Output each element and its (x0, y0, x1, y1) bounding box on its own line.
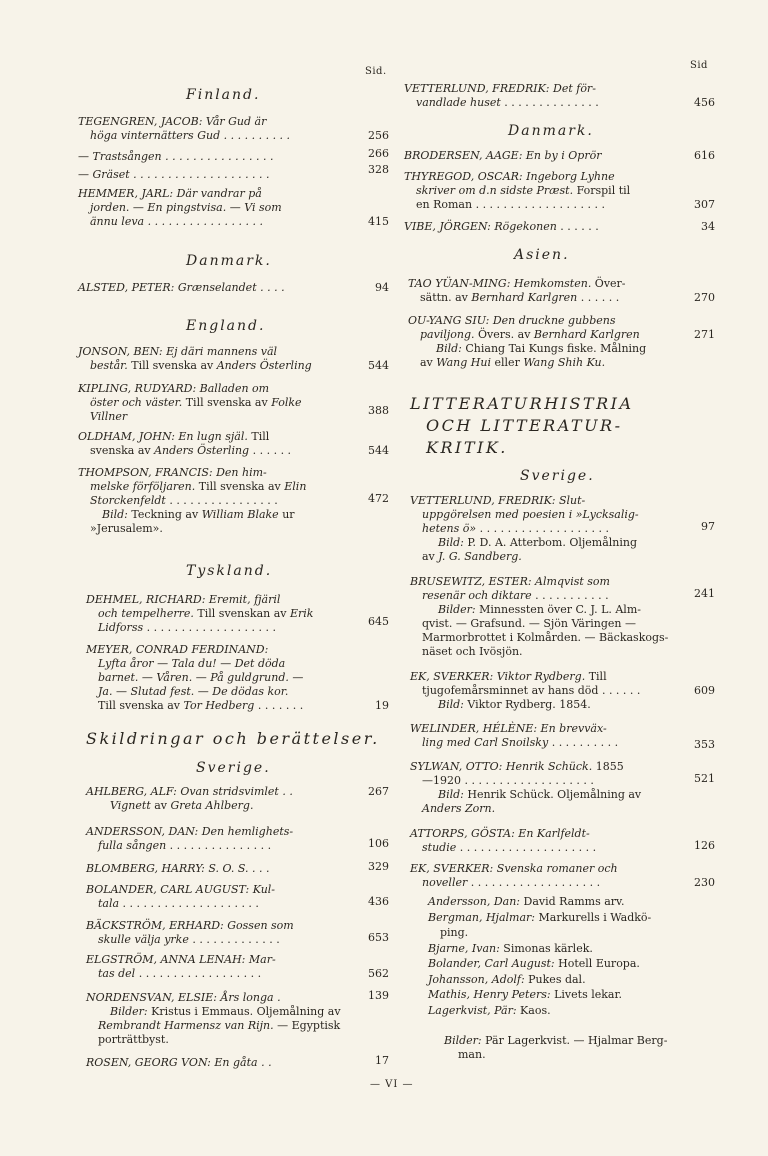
section-england: England. (186, 318, 266, 334)
toc-entry: VETTERLUND, FREDRIK: Slut- uppgörelsen med poesien i »Lycksalig- hetens ö» . . . . . . . . . . . . . . . . . . . Bild: P. D. A. Atterbom. Oljemålning av J. G. Sandberg. 97 (410, 494, 715, 563)
toc-entry: — Gräset . . . . . . . . . . . . . . . . . . . . 328 (78, 163, 389, 181)
toc-entry: THYREGOD, OSCAR: Ingeborg Lyhne skriver om d.n sidste Præst. Forspil til en Roman . . . . . . . . . . . . . . . . . . . 307 (404, 170, 715, 211)
page-number: 472 (368, 492, 389, 505)
illustrations-note: Bilder: Pär Lagerkvist. — Hjalmar Berg- man. (444, 1034, 668, 1061)
page-number: 388 (368, 404, 389, 417)
toc-entry: BRODERSEN, AAGE: En by i Oprör 616 (404, 149, 715, 162)
list-item: Andersson, Dan: David Ramms arv. (428, 895, 625, 908)
toc-entry: BLOMBERG, HARRY: S. O. S. . . . 329 (86, 860, 389, 875)
page-number: 307 (694, 198, 715, 211)
page-number: 256 (368, 129, 389, 142)
toc-entry: TEGENGREN, JACOB: Vår Gud är höga vinternätters Gud . . . . . . . . . . 256 (78, 115, 389, 142)
toc-entry: MEYER, CONRAD FERDINAND: Lyfta åror — Tala du! — Det döda barnet. — Våren. — På guldgrund. — Ja. — Slutad fest. — De dödas kor. Till svenska av Tor Hedberg . . . . . . . 19 (86, 643, 389, 712)
toc-entry: TAO YÜAN-MING: Hemkomsten. Över- sättn. av Bernhard Karlgren . . . . . . 270 (408, 277, 715, 304)
toc-entry: ANDERSSON, DAN: Den hemlighets- fulla sången . . . . . . . . . . . . . . . 106 (86, 825, 389, 852)
page-number: 562 (368, 967, 389, 980)
heading-line-1: LITTERATURHISTRIA (410, 394, 634, 413)
toc-entry: KIPLING, RUDYARD: Balladen om öster och väster. Till svenska av Folke Villner 388 (78, 382, 389, 423)
list-item: ping. (440, 926, 469, 939)
list-item: Bolander, Carl August: Hotell Europa. (428, 957, 640, 970)
page-number: 17 (375, 1054, 389, 1067)
page-number: 353 (694, 738, 715, 751)
section-finland: Finland. (186, 87, 261, 103)
toc-entry: BÄCKSTRÖM, ERHARD: Gossen som skulle välja yrke . . . . . . . . . . . . . 653 (86, 919, 389, 946)
toc-entry: OLDHAM, JOHN: En lugn själ. Till svenska av Anders Österling . . . . . . 544 (78, 430, 389, 457)
page-number: 544 (368, 359, 389, 372)
section-tyskland: Tyskland. (186, 563, 273, 579)
toc-entry: SYLWAN, OTTO: Henrik Schück. 1855 —1920 . . . . . . . . . . . . . . . . . . . Bild: Henrik Schück. Oljemålning av Anders Zorn. 521 (410, 760, 715, 815)
section-asien: Asien. (514, 247, 570, 263)
heading-line-3: KRITIK. (426, 438, 508, 457)
page-number: 329 (368, 860, 389, 873)
toc-entry: ATTORPS, GÖSTA: En Karlfeldt- studie . . . . . . . . . . . . . . . . . . . . 126 (410, 827, 715, 854)
page-number: 266 (368, 147, 389, 160)
page-number: 34 (701, 220, 715, 233)
page-number: 415 (368, 215, 389, 228)
toc-entry: VIBE, JÖRGEN: Rögekonen . . . . . . 34 (404, 220, 715, 233)
page-number: 653 (368, 931, 389, 944)
page-number: 267 (368, 785, 389, 798)
page-number: 521 (694, 772, 715, 785)
toc-entry: JONSON, BEN: Ej däri mannens väl består. Till svenska av Anders Österling 544 (78, 345, 389, 372)
section-sverige: Sverige. (196, 760, 271, 776)
page-number: 106 (368, 837, 389, 850)
toc-entry: ALSTED, PETER: Grænselandet . . . . 94 (78, 281, 389, 294)
list-item: Bjarne, Ivan: Simonas kärlek. (428, 941, 593, 955)
toc-entry: ROSEN, GEORG VON: En gåta . . 17 (86, 1054, 389, 1069)
section-danmark: Danmark. (508, 123, 594, 139)
page-number: 645 (368, 615, 389, 628)
toc-entry: THOMPSON, FRANCIS: Den him- melske förföljaren. Till svenska av Elin Storckenfeldt . . . . . . . . . . . . . . . . Bild: Teckning av William Blake ur »Jerusalem». 472 (78, 466, 389, 535)
page-footer: — VI — (370, 1079, 414, 1090)
page-number: 94 (375, 281, 389, 294)
list-item: Lagerkvist, Pär: Kaos. (428, 1003, 551, 1017)
page-number: 97 (701, 520, 715, 533)
toc-entry: ELGSTRÖM, ANNA LENAH: Mar- tas del . . . . . . . . . . . . . . . . . . 562 (86, 953, 389, 980)
page-number: 241 (694, 587, 715, 600)
toc-entry: NORDENSVAN, ELSIE: Års longa . Bilder: Kristus i Emmaus. Oljemålning av Rembrandt Harmensz van Rijn. — Egyptisk porträttbyst. 139 (86, 989, 389, 1046)
toc-entry: — Trastsången . . . . . . . . . . . . . . . . 266 (78, 147, 389, 163)
page-number: 271 (694, 328, 715, 341)
section-skildringar: Skildringar och berättelser. (86, 729, 380, 748)
heading-line-2: OCH LITTERATUR- (426, 416, 623, 435)
page-number: 230 (694, 876, 715, 889)
toc-entry: VETTERLUND, FREDRIK: Det för- vandlade huset . . . . . . . . . . . . . . 456 (404, 82, 715, 109)
toc-entry: OU-YANG SIU: Den druckne gubbens paviljong. Övers. av Bernhard Karlgren Bild: Chiang Tai Kungs fiske. Målning av Wang Hui eller Wang Shih Ku. 271 (408, 314, 715, 369)
sid-label: Sid (690, 60, 708, 71)
toc-entry: EK, SVERKER: Svenska romaner och noveller . . . . . . . . . . . . . . . . . . . 230 (410, 862, 715, 889)
page-number: 456 (694, 96, 715, 109)
list-item: Bergman, Hjalmar: Markurells i Wadkö- (428, 910, 652, 924)
sid-label: Sid. (365, 66, 387, 77)
page-number: 544 (368, 444, 389, 457)
page-number: 270 (694, 291, 715, 304)
page-number: 609 (694, 684, 715, 697)
toc-entry: HEMMER, JARL: Där vandrar på jorden. — En pingstvisa. — Vi som ännu leva . . . . . . . . . . . . . . . . . 415 (78, 187, 389, 228)
page-number: 436 (368, 895, 389, 908)
list-item: Mathis, Henry Peters: Livets lekar. (428, 988, 623, 1001)
list-item: Johansson, Adolf: Pukes dal. (428, 972, 586, 986)
novel-list (428, 894, 714, 1018)
toc-entry: BOLANDER, CARL AUGUST: Kul- tala . . . . . . . . . . . . . . . . . . . . 436 (86, 883, 389, 910)
toc-entry: AHLBERG, ALF: Ovan stridsvimlet . . Vignett av Greta Ahlberg. 267 (86, 785, 389, 812)
page-number: 139 (368, 989, 389, 1002)
page-number: 19 (375, 699, 389, 712)
page-number: 328 (368, 163, 389, 176)
section-sverige: Sverige. (520, 468, 595, 484)
toc-entry: WELINDER, HÉLÈNE: En brevväx- ling med Carl Snoilsky . . . . . . . . . . 353 (410, 722, 715, 751)
page-number: 616 (694, 149, 715, 162)
toc-entry: DEHMEL, RICHARD: Eremit, fjäril och tempelherre. Till svenskan av Erik Lidforss . . . . . . . . . . . . . . . . . . . 645 (86, 593, 389, 634)
toc-entry: EK, SVERKER: Viktor Rydberg. Till tjugofemårsminnet av hans död . . . . . . Bild: Viktor Rydberg. 1854. 609 (410, 670, 715, 711)
section-danmark: Danmark. (186, 253, 272, 269)
toc-entry: BRUSEWITZ, ESTER: Almqvist som resenär och diktare . . . . . . . . . . . Bilder: Minnessten över C. J. L. Alm- qvist. — Grafsund. — Sjön Väringen — Marmorbrottet i Kolmården. — Bäckaskogs- näset och Ivösjön. 241 (410, 575, 715, 658)
page-number: 126 (694, 839, 715, 852)
